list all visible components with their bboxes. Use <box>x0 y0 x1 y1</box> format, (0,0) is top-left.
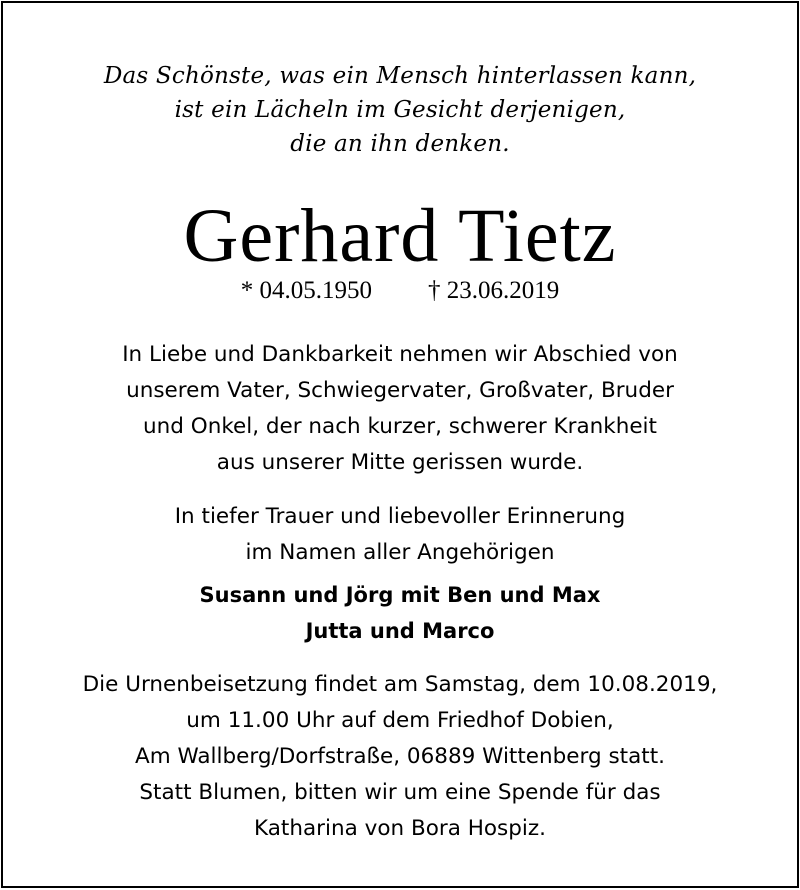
service-line: Statt Blumen, bitten wir um eine Spende für das <box>139 780 661 805</box>
quote-line: Das Schönste, was ein Mensch hinterlassen kann, <box>103 63 697 89</box>
mourning-line: In tiefer Trauer und liebevoller Erinnerung <box>174 504 626 529</box>
deceased-name: Gerhard Tietz <box>183 194 617 278</box>
obituary-card <box>1 1 799 888</box>
tribute-line: In Liebe und Dankbarkeit nehmen wir Abschied von <box>122 342 678 367</box>
family-names <box>3 577 797 649</box>
death-date: † 23.06.2019 <box>428 277 560 304</box>
family-line: Jutta und Marco <box>305 619 495 643</box>
service-line: Am Wallberg/Dorfstraße, 06889 Wittenberg statt. <box>135 744 665 769</box>
mourning-text <box>3 499 797 571</box>
memorial-quote <box>3 59 797 161</box>
mourning-line: im Namen aller Angehörigen <box>245 540 555 565</box>
tribute-text <box>3 337 797 481</box>
service-line: Katharina von Bora Hospiz. <box>254 816 546 841</box>
quote-line: ist ein Lächeln im Gesicht derjenigen, <box>174 97 626 123</box>
tribute-line: unserem Vater, Schwiegervater, Großvater, Bruder <box>126 378 674 403</box>
service-info <box>3 667 797 847</box>
quote-line: die an ihn denken. <box>290 131 510 157</box>
tribute-line: und Onkel, der nach kurzer, schwerer Krankheit <box>143 414 657 439</box>
service-line: um 11.00 Uhr auf dem Friedhof Dobien, <box>186 708 614 733</box>
birth-date: * 04.05.1950 <box>240 277 372 304</box>
service-line: Die Urnenbeisetzung findet am Samstag, dem 10.08.2019, <box>82 672 718 697</box>
family-line: Susann und Jörg mit Ben und Max <box>199 583 601 607</box>
life-dates <box>3 275 797 307</box>
tribute-line: aus unserer Mitte gerissen wurde. <box>216 450 584 475</box>
